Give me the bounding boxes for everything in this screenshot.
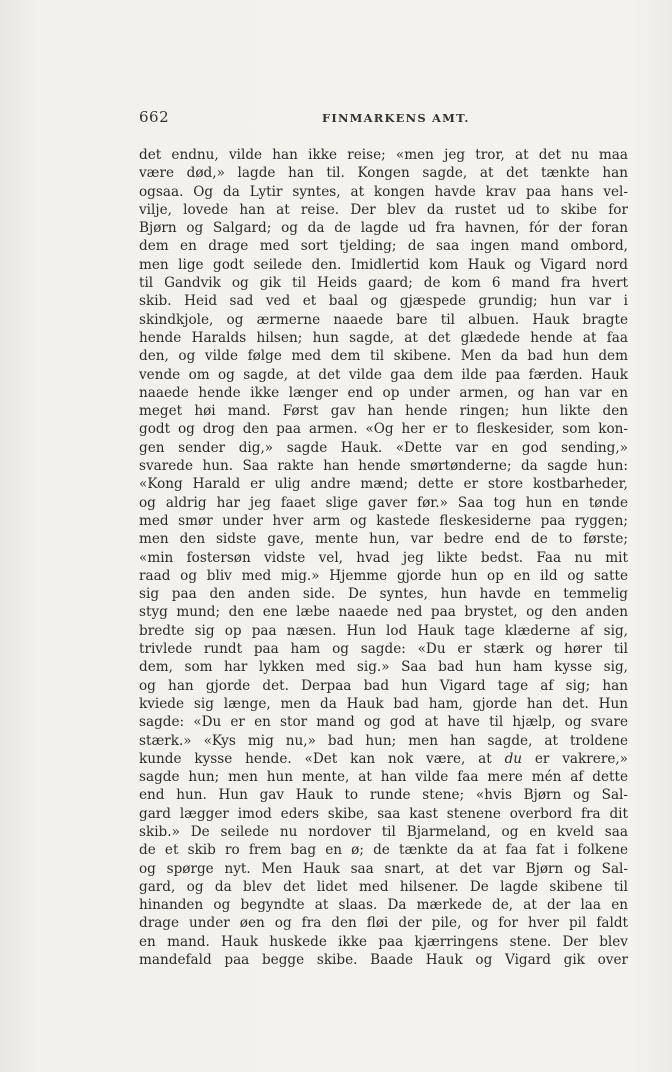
text-line: sagde hun; men hun mente, at han vilde faa mere mén af dette [139, 769, 628, 786]
text-line: sig paa den anden side. De syntes, hun havde en temmelig [139, 586, 628, 603]
text-line: skib.» De seilede nu nordover til Bjarmeland, og en kveld saa [139, 823, 628, 840]
text-line: dem, som har lykken med sig.» Saa bad hun ham kysse sig, [139, 659, 628, 676]
page-number: 662 [139, 108, 170, 126]
text-line: styg mund; den ene læbe naaede ned paa brystet, og den anden [139, 604, 628, 621]
text-line: gard lægger imod eders skibe, saa kast stenene overbord fra dit [139, 805, 628, 822]
emphasis: du [504, 750, 523, 767]
page-header [0, 108, 672, 128]
text-line: sagde: «Du er en stor mand og god at have til hjælp, og svare [139, 714, 628, 731]
text-line: ogsaa. Og da Lytir syntes, at kongen havde krav paa hans vel- [139, 183, 628, 200]
text-line: gard, og da blev det lidet med hilsener. De lagde skibene til [139, 878, 628, 895]
text-line: hinanden og begyndte at slaas. Da mærkede de, at der laa en [139, 897, 628, 914]
text-line: end hun. Hun gav Hauk to runde stene; «hvis Bjørn og Sal- [139, 787, 628, 804]
text-line: en mand. Hauk huskede ikke paa kjærringens stene. Der blev [139, 933, 628, 950]
text-line: det endnu, vilde han ikke reise; «men jeg tror, at det nu maa [139, 147, 628, 163]
text-line: bredte sig op paa næsen. Hun lod Hauk tage klæderne af sig, [139, 622, 628, 639]
text-line: men lige godt seilede den. Imidlertid kom Hauk og Vigard nord [139, 256, 628, 273]
text-line: og aldrig har jeg faaet slige gaver før.» Saa tog hun en tønde [139, 494, 628, 511]
text-line: svarede hun. Saa rakte han hende smørtønderne; da sagde hun: [139, 458, 628, 475]
text-line: og han gjorde det. Derpaa bad hun Vigard tage af sig; han [139, 677, 628, 694]
text-line: og spørge nyt. Men Hauk saa snart, at det var Bjørn og Sal- [139, 860, 628, 877]
text-line: naaede hende ikke længer end op under armen, og han var en [139, 384, 628, 401]
text-line: til Gandvik og gik til Heids gaard; de kom 6 mand fra hvert [139, 275, 628, 292]
text-line: Bjørn og Salgard; og da de lagde ud fra havnen, fór der foran [139, 220, 628, 237]
body-text [139, 146, 628, 969]
text-line: «min fostersøn vidste vel, hvad jeg likte bedst. Faa nu mit [139, 549, 628, 566]
text-line: med smør under hver arm og kastede fleskesiderne paa ryggen; [139, 512, 628, 529]
text-line: dem en drage med sort tjelding; de saa ingen mand ombord, [139, 238, 628, 255]
text-line: raad og bliv med mig.» Hjemme gjorde hun op en ild og satte [139, 567, 628, 584]
text-line: men den sidste gave, mente hun, var bedre end de to første; [139, 531, 628, 548]
text-line: være død,» lagde han til. Kongen sagde, at det tænkte han [139, 165, 628, 182]
text-line: vende om og sagde, at det vilde gaa dem ilde paa færden. Hauk [139, 366, 628, 383]
text-line: den, og vilde følge med dem til skibene. Men da bad hun dem [139, 348, 628, 365]
text-line: de et skib ro frem bag en ø; de tænkte da at faa fat i folkene [139, 842, 628, 859]
text-line: kviede sig længe, men da Hauk bad ham, gjorde han det. Hun [139, 695, 628, 712]
text-line: skindkjole, og ærmerne naaede bare til albuen. Hauk bragte [139, 311, 628, 328]
text-line: godt og drog den paa armen. «Og her er to fleskesider, som kon- [139, 421, 628, 438]
text-line: meget høi mand. Først gav han hende ringen; hun likte den [139, 403, 628, 420]
text-line: vilje, lovede han at reise. Der blev da rustet ud to skibe for [139, 201, 628, 218]
text-line: trivlede rundt paa ham og sagde: «Du er stærk og hører til [139, 641, 628, 658]
text-line: stærk.» «Kys mig nu,» bad hun; men han sagde, at troldene [139, 732, 628, 749]
running-title: FINMARKENS AMT. [322, 111, 470, 125]
text-line: skib. Heid sad ved et baal og gjæspede grundig; hun var i [139, 293, 628, 310]
text-line: drage under øen og fra den fløi der pile, og for hver pil faldt [139, 915, 628, 932]
text-line: «Kong Harald er ulig andre mænd; dette er store kostbarheder, [139, 476, 628, 493]
text-line: gen sender dig,» sagde Hauk. «Dette var en god sending,» [139, 439, 628, 456]
text-line: hende Haralds hilsen; hun sagde, at det glædede hende at faa [139, 329, 628, 346]
text-line: mandefald paa begge skibe. Baade Hauk og Vigard gik over [139, 952, 628, 969]
text-line: kunde kysse hende. «Det kan nok være, at du er vakrere,» [139, 750, 628, 767]
